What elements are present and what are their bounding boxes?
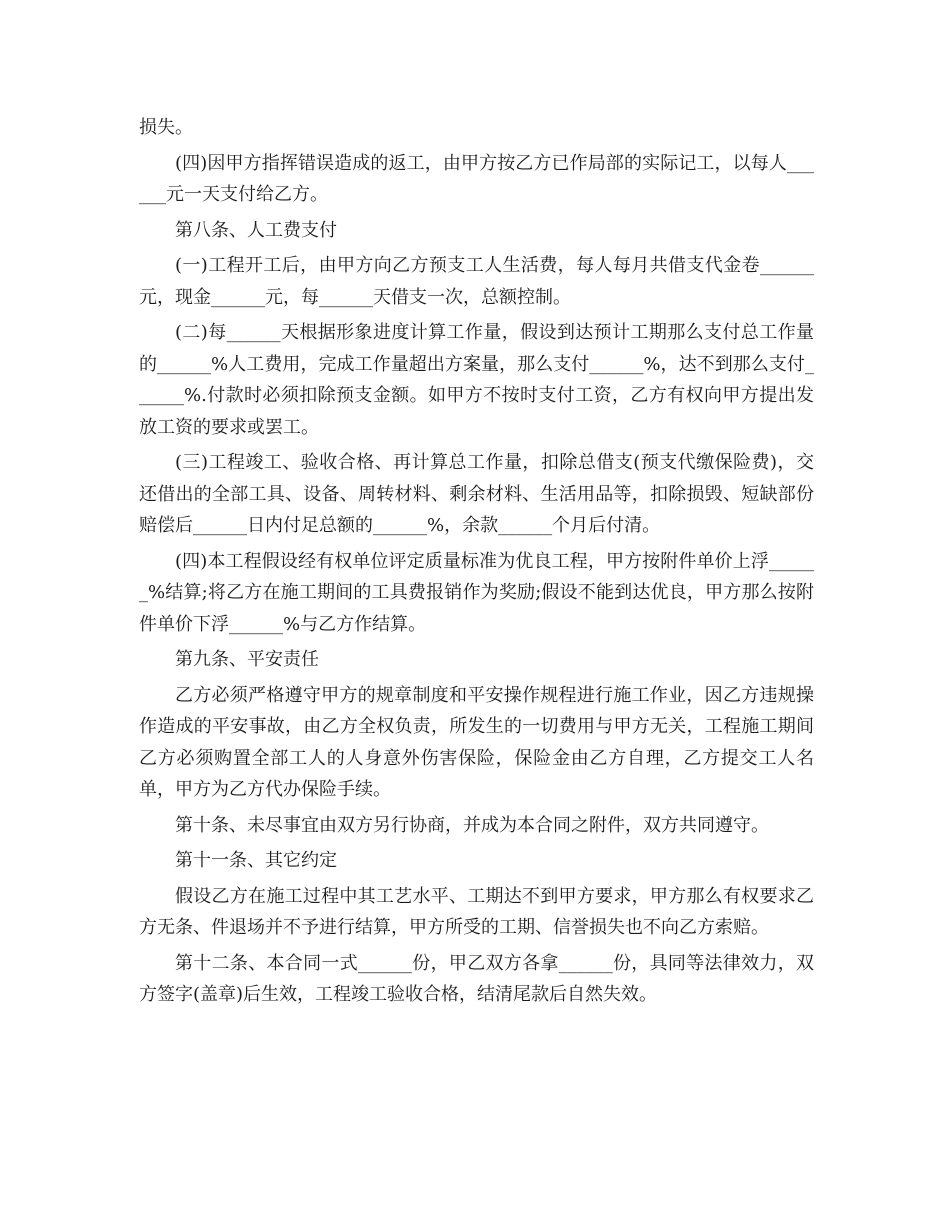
document-page	[139, 112, 814, 1015]
paragraph-clause-8-2: (二)每______天根据形象进度计算工作量，假设到达预计工期那么支付总工作量的______%人工费用，完成工作量超出方案量，那么支付______%，达不到那么支付______%.付款时必须扣除预支金额。如甲方不按时支付工资，乙方有权向甲方提出发放工资的要求或罢工。	[139, 322, 814, 438]
paragraph-article-9-body: 乙方必须严格遵守甲方的规章制度和平安操作规程进行施工作业，因乙方违规操作造成的平安事故，由乙方全权负责，所发生的一切费用与甲方无关，工程施工期间乙方必须购置全部工人的人身意外伤害保险，保险金由乙方自理，乙方提交工人名单，甲方为乙方代办保险手续。	[139, 684, 814, 800]
heading-article-11: 第十一条、其它约定	[175, 850, 337, 871]
paragraph-clause-8-4: (四)本工程假设经有权单位评定质量标准为优良工程，甲方按附件单价上浮______%结算;将乙方在施工期间的工具费报销作为奖励;假设不能到达优良，甲方那么按附件单价下浮______%与乙方作结算。	[139, 550, 814, 635]
paragraph-article-12: 第十二条、本合同一式______份，甲乙双方各拿______份，具同等法律效力，双方签字(盖章)后生效，工程竣工验收合格，结清尾款后自然失效。	[139, 952, 814, 1005]
paragraph-article-10: 第十条、未尽事宜由双方另行协商，并成为本合同之附件，双方共同遵守。	[175, 814, 769, 836]
paragraph-clause-8-3: (三)工程竣工、验收合格、再计算总工作量，扣除总借支(预支代缴保险费)，交还借出的全部工具、设备、周转材料、剩余材料、生活用品等，扣除损毁、短缺部份赔偿后______日内付足总额的______%，余款______个月后付清。	[139, 452, 814, 536]
paragraph-clause-7-4: (四)因甲方指挥错误造成的返工，由甲方按乙方已作局部的实际记工，以每人______元一天支付给乙方。	[139, 152, 814, 205]
paragraph-article-11-body: 假设乙方在施工过程中其工艺水平、工期达不到甲方要求，甲方那么有权要求乙方无条、件退场并不予进行结算，甲方所受的工期、信誉损失也不向乙方索赔。	[139, 885, 814, 938]
paragraph-continuation: 损失。	[139, 117, 193, 138]
paragraph-clause-8-1: (一)工程开工后，由甲方向乙方预支工人生活费，每人每月共借支代金卷______元，现金______元，每______天借支一次，总额控制。	[139, 255, 814, 308]
heading-article-9: 第九条、平安责任	[175, 649, 319, 670]
heading-article-8: 第八条、人工费支付	[175, 219, 337, 241]
